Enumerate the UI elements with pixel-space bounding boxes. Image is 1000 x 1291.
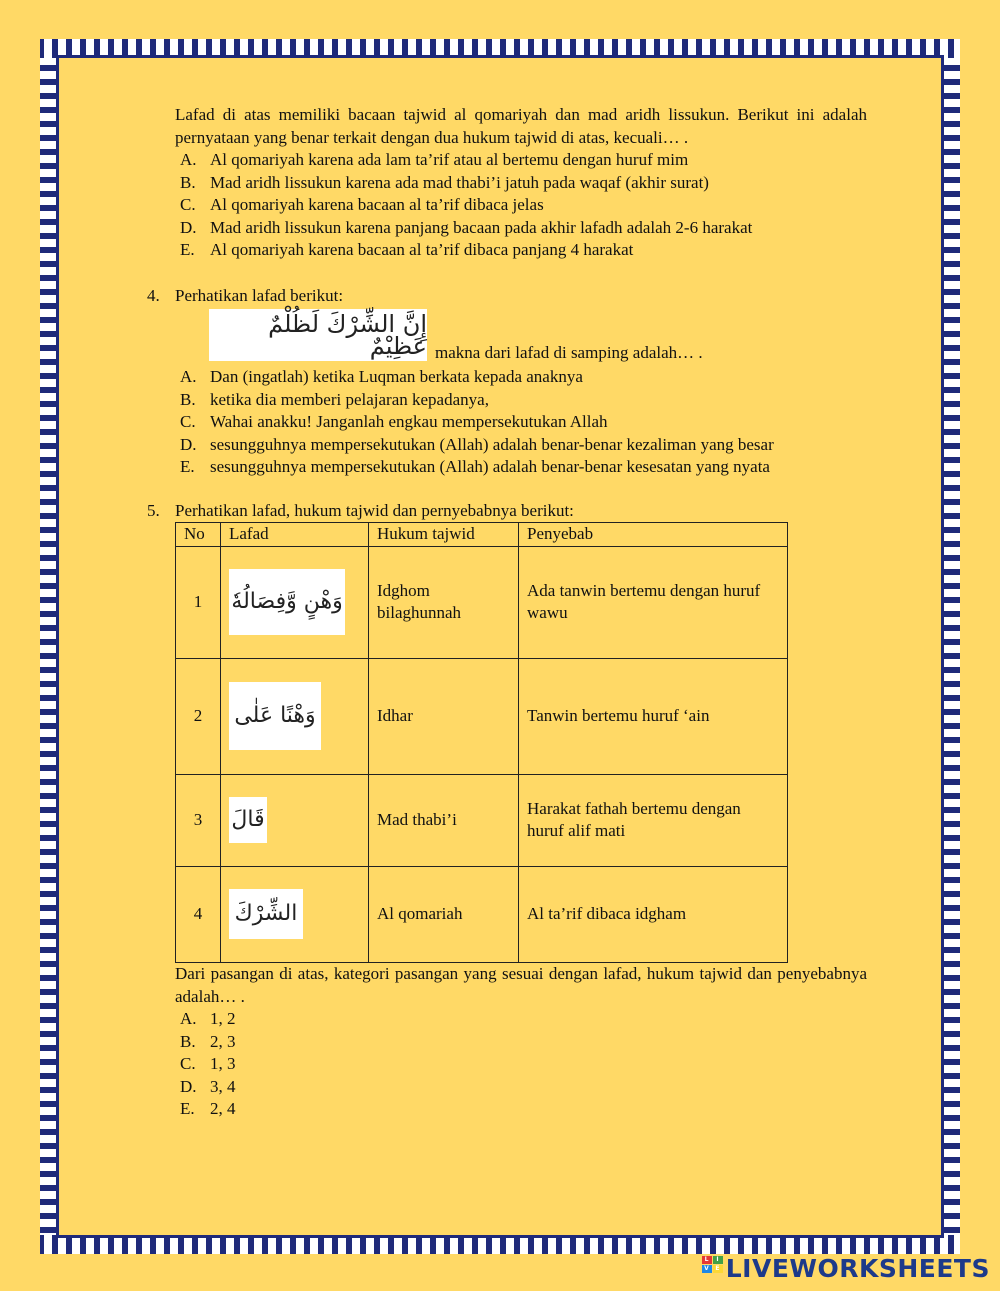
liveworksheets-logo[interactable] bbox=[702, 1254, 990, 1283]
row-lafad bbox=[221, 658, 369, 774]
row-arabic: قَالَ bbox=[229, 797, 267, 843]
q4-option-c[interactable]: C. Wahai anakku! Janganlah engkau mempersekutukan Allah bbox=[180, 412, 608, 431]
q4-prompt: Perhatikan lafad berikut: bbox=[175, 286, 344, 305]
tajwid-table bbox=[175, 522, 788, 963]
row-no: 4 bbox=[176, 866, 221, 962]
q5-question: Dari pasangan di atas, kategori pasangan yang sesuai dengan lafad, hukum tajwid dan penyebabnya adalah… . bbox=[175, 964, 867, 1006]
q5-number: 5. bbox=[147, 501, 160, 520]
row-hukum: Al qomariah bbox=[369, 866, 519, 962]
q5-prompt: Perhatikan lafad, hukum tajwid dan pernyebabnya berikut: bbox=[175, 501, 574, 520]
q3-options bbox=[180, 149, 752, 262]
table-row bbox=[176, 546, 788, 658]
header-lafad: Lafad bbox=[221, 523, 369, 547]
row-penyebab: Ada tanwin bertemu dengan huruf wawu bbox=[519, 546, 788, 658]
q3-option-b[interactable]: B. Mad aridh lissukun karena ada mad thabi’i jatuh pada waqaf (akhir surat) bbox=[180, 172, 709, 192]
q5-option-a[interactable]: A. 1, 2 bbox=[180, 1009, 236, 1028]
q3-option-c[interactable]: C. Al qomariyah karena bacaan al ta’rif dibaca jelas bbox=[180, 195, 544, 214]
row-no: 1 bbox=[176, 546, 221, 658]
q4-option-b[interactable]: B. ketika dia memberi pelajaran kepadanya, bbox=[180, 389, 489, 409]
row-arabic: وَهْنٍ وَّفِصَالُهٗ bbox=[229, 569, 345, 635]
q4-option-d[interactable]: D. sesungguhnya mempersekutukan (Allah) adalah benar-benar kezaliman yang besar bbox=[180, 434, 774, 454]
table-row bbox=[176, 658, 788, 774]
row-hukum: Mad thabi’i bbox=[369, 774, 519, 866]
header-no: No bbox=[176, 523, 221, 547]
live-logo-icon: L I V E bbox=[702, 1256, 723, 1282]
q4-question: makna dari lafad di samping adalah… . bbox=[435, 343, 703, 362]
q5-option-c[interactable]: C. 1, 3 bbox=[180, 1054, 236, 1073]
q4-options bbox=[180, 366, 774, 479]
row-penyebab: Al ta’rif dibaca idgham bbox=[519, 866, 788, 962]
row-hukum: Idghom bilaghunnah bbox=[369, 546, 519, 658]
row-arabic: وَهْنًا عَلٰى bbox=[229, 682, 321, 750]
q5-option-d[interactable]: D. 3, 4 bbox=[180, 1076, 236, 1096]
header-penyebab: Penyebab bbox=[519, 523, 788, 547]
header-hukum: Hukum tajwid bbox=[369, 523, 519, 547]
q3-option-d[interactable]: D. Mad aridh lissukun karena panjang bacaan pada akhir lafadh adalah 2-6 harakat bbox=[180, 217, 753, 237]
q4-number: 4. bbox=[147, 286, 160, 305]
row-hukum: Idhar bbox=[369, 658, 519, 774]
q3-option-a[interactable]: A. Al qomariyah karena ada lam ta’rif atau al bertemu dengan huruf mim bbox=[180, 150, 689, 169]
q4-option-e[interactable]: E. sesungguhnya mempersekutukan (Allah) adalah benar-benar kesesatan yang nyata bbox=[180, 457, 770, 476]
table-row bbox=[176, 774, 788, 866]
table-header-row bbox=[176, 523, 788, 547]
row-penyebab: Tanwin bertemu huruf ‘ain bbox=[519, 658, 788, 774]
q3-option-e[interactable]: E. Al qomariyah karena bacaan al ta’rif dibaca panjang 4 harakat bbox=[180, 240, 634, 259]
q3-intro: Lafad di atas memiliki bacaan tajwid al qomariyah dan mad aridh lissukun. Berikut ini adalah pernyataan yang benar terkait dengan dua hukum tajwid di atas, kecuali… . bbox=[175, 105, 867, 147]
table-row bbox=[176, 866, 788, 962]
brand-name: LIVEWORKSHEETS bbox=[725, 1254, 990, 1283]
q5-option-b[interactable]: B. 2, 3 bbox=[180, 1031, 236, 1051]
row-lafad bbox=[221, 546, 369, 658]
row-lafad bbox=[221, 774, 369, 866]
q5-option-e[interactable]: E. 2, 4 bbox=[180, 1099, 236, 1118]
row-arabic: الشِّرْكَ bbox=[229, 889, 303, 939]
row-penyebab: Harakat fathah bertemu dengan huruf alif mati bbox=[519, 774, 788, 866]
q4-option-a[interactable]: A. Dan (ingatlah) ketika Luqman berkata kepada anaknya bbox=[180, 367, 583, 386]
row-no: 2 bbox=[176, 658, 221, 774]
row-no: 3 bbox=[176, 774, 221, 866]
row-lafad bbox=[221, 866, 369, 962]
q5-options bbox=[180, 1008, 236, 1121]
q4-arabic-verse: إِنَّ الشِّرْكَ لَظُلْمٌ عَظِيْمٌ bbox=[209, 309, 427, 361]
